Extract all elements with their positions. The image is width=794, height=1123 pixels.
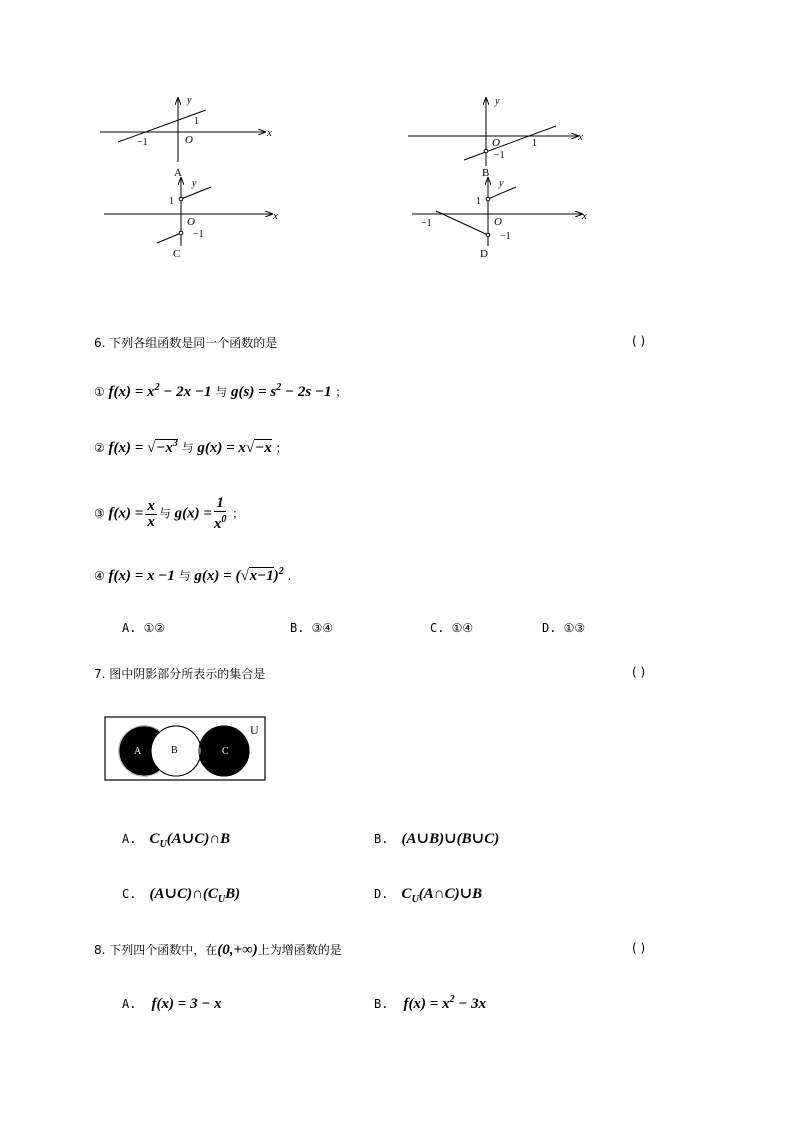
svg-text:−1: −1: [500, 231, 511, 242]
function-graphs: [0, 0, 794, 270]
svg-text:x: x: [582, 210, 587, 222]
svg-text:y: y: [192, 178, 197, 189]
svg-text:−1: −1: [193, 229, 204, 240]
q6-option-d: D. ①③: [542, 621, 586, 635]
q6-option-a: A. ①②: [122, 621, 166, 635]
svg-text:y: y: [187, 95, 192, 106]
q7-option-d: D. $C_U(A\cap C)\cup B$: [374, 886, 483, 905]
q6-stem: 6. 下列各组函数是同一个函数的是: [94, 336, 278, 350]
graph-a-label: A: [174, 167, 182, 179]
svg-text:U: U: [250, 723, 259, 737]
svg-text:B: B: [171, 745, 178, 756]
q8-stem: 8. 下列四个函数中，在(0,+∞)上为增函数的是: [94, 942, 342, 958]
graph-d-label: D: [480, 248, 488, 260]
q7-option-c: C. $(A\cup C)\cap(C_UB)$: [122, 886, 241, 905]
q8-option-a: A. f(x) = 3 − x: [122, 996, 222, 1012]
svg-text:x: x: [267, 127, 272, 139]
svg-text:y: y: [495, 96, 500, 107]
svg-text:O: O: [185, 134, 193, 146]
q6-option-b: B. ③④: [290, 621, 334, 635]
svg-text:O: O: [492, 137, 500, 149]
q6-item-4: ④ f(x) = x −1 与 $g(x) = (√x-1)^2$ .: [94, 566, 292, 584]
q7-stem: 7. 图中阴影部分所表示的集合是: [94, 667, 266, 681]
svg-text:1: 1: [476, 196, 481, 207]
q6-option-c: C. ①④: [430, 621, 474, 635]
svg-text:x: x: [578, 131, 583, 143]
graph-d: [412, 178, 587, 260]
svg-text:−1: −1: [421, 218, 432, 229]
svg-text:1: 1: [194, 116, 199, 127]
svg-text:1: 1: [169, 196, 174, 207]
svg-text:O: O: [187, 216, 195, 228]
graph-a: [100, 95, 272, 179]
svg-text:A: A: [134, 746, 142, 757]
svg-text:1: 1: [532, 138, 537, 149]
svg-text:−1: −1: [494, 150, 505, 161]
graph-c-label: C: [173, 248, 181, 260]
svg-text:C: C: [222, 746, 229, 757]
svg-text:O: O: [494, 216, 502, 228]
q8-option-b: B. $f(x) = x^2 - 3x$: [374, 994, 487, 1012]
q8-interval: (0,+∞): [217, 942, 258, 958]
q7-option-b: B. (A∪B)∪(B∪C): [374, 831, 500, 847]
q6-item-1-math: $f(x) = x^2 - 2x -1$: [108, 382, 212, 400]
svg-text:y: y: [499, 178, 504, 189]
graph-c: [104, 178, 278, 260]
q6-answer-paren: ( ): [632, 334, 646, 348]
graph-b: [408, 96, 583, 179]
q8-answer-paren: ( ): [632, 941, 646, 955]
q6-item-1: ① $f(x) = x^2 - 2x -1$ 与 $g(s) = s^2 - 2s -1$ ；: [94, 382, 348, 400]
q7-answer-paren: ( ): [632, 665, 646, 679]
q7-option-a: A. $C_U(A\cup C)\cap B$: [122, 831, 231, 850]
q6-item-3: ③ f(x) = $\frac{x}{x}$ 与 g(x) = $\frac{1}{x^0}$ ；: [94, 495, 245, 532]
graph-b-label: B: [482, 167, 490, 179]
q6-item-2: ② $f(x) = √-x^3$ 与 g(x) = x√−x ；: [94, 438, 288, 456]
venn-diagram: [104, 716, 266, 782]
svg-text:−1: −1: [137, 137, 148, 148]
svg-text:x: x: [273, 210, 278, 222]
